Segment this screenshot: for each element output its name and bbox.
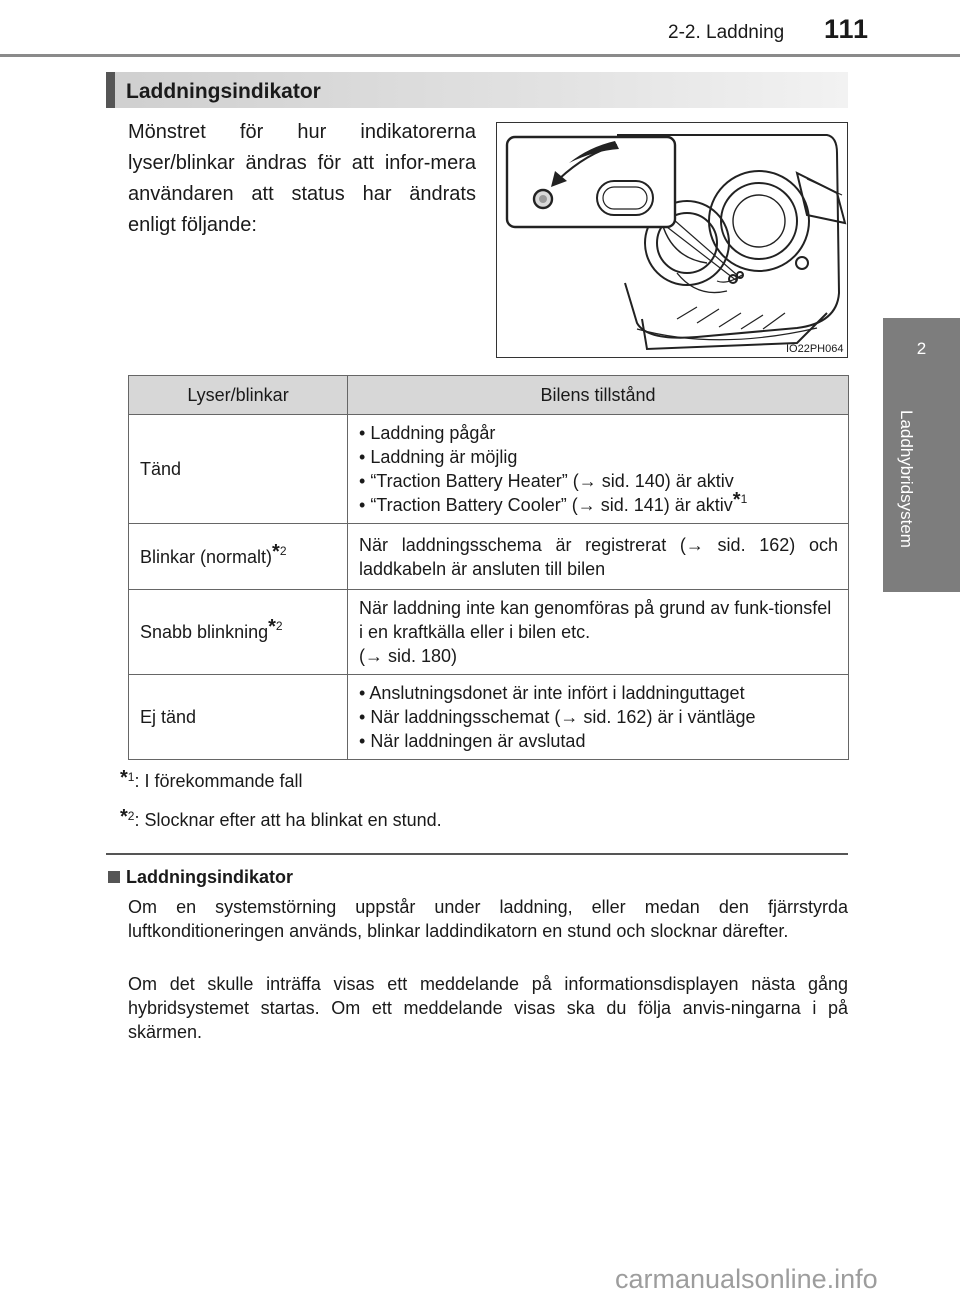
- indicator-state-cell: [129, 590, 348, 675]
- illustration-code: IO22PH064: [786, 343, 844, 355]
- status-bullet: • “Traction Battery Cooler” (→ sid. 141) är aktiv$^{*1}$: [359, 489, 748, 515]
- status-bullet: • Laddning är möjlig: [359, 447, 518, 467]
- indicator-state: Blinkar (normalt): [140, 546, 273, 567]
- table-row: [129, 590, 849, 675]
- indicator-state: Tänd: [140, 459, 182, 479]
- indicator-state-cell: [129, 675, 348, 760]
- footnote-marker: *1: [732, 489, 748, 511]
- intro-paragraph: Mönstret för hur indikatorerna lyser/blinkar ändras för att infor-mera användaren att status har ändrats enligt följande:: [128, 121, 476, 236]
- footnote-marker: *1: [120, 767, 135, 789]
- vehicle-status-cell: [348, 675, 849, 760]
- status-bullet: • “Traction Battery Heater” (→ sid. 140) är aktiv: [359, 471, 734, 491]
- table-header-row: [129, 376, 849, 415]
- section-title: Laddningsindikator: [126, 80, 321, 103]
- subsection-rule: [106, 853, 848, 855]
- charging-port-drawing: [497, 123, 847, 357]
- footnote-marker: *2: [272, 540, 287, 563]
- table-row: [129, 675, 849, 760]
- vehicle-status-cell: [348, 590, 849, 675]
- status-bullet: • När laddningen är avslutad: [359, 731, 586, 751]
- subsection-paragraph: Om det skulle inträffa visas ett meddelande på informationsdisplayen nästa gång hybridsystemet startas. Om ett meddelande visas ska du följa anvis-ningarna i på skärmen.: [128, 974, 848, 1042]
- chapter-label: Laddhybridsystem: [897, 410, 916, 548]
- footnote-1: $^{*1}$: I förekommande fall: [120, 767, 303, 791]
- chapter-tab: [883, 318, 960, 592]
- subsection-paragraph: Om en systemstörning uppstår under laddning, eller medan den fjärrstyrda luftkonditioneringen används, blinkar laddindikatorn en stund och slocknar därefter.: [128, 897, 848, 941]
- indicator-state: Snabb blinkning: [140, 622, 269, 642]
- square-bullet-icon: [108, 871, 120, 883]
- indicator-state-cell: [129, 524, 348, 590]
- page-reference: (→ sid. 180): [359, 646, 458, 666]
- chapter-number: 2: [916, 339, 927, 358]
- vehicle-status-cell: [348, 415, 849, 524]
- status-description: När laddning inte kan genomföras på grund av funk-tionsfel i en kraftkälla eller i bilen etc.: [359, 598, 832, 642]
- footnote-2: $^{*2}$: Slocknar efter att ha blinkat en stund.: [120, 806, 442, 830]
- footnote-marker: *2: [120, 806, 135, 828]
- vehicle-status-cell: När laddningsschema är registrerat (→ sid. 162) och laddkabeln är ansluten till bilen: [348, 524, 849, 590]
- table-row: [129, 524, 849, 590]
- watermark: carmanualsonline.info: [615, 1264, 878, 1294]
- status-bullet: • Laddning pågår: [359, 423, 496, 443]
- charging-port-illustration: [496, 122, 848, 358]
- indicator-state: Ej tänd: [140, 707, 197, 727]
- table-header-cell: Lyser/blinkar: [129, 376, 348, 415]
- table-row: [129, 415, 849, 524]
- table-header-cell: Bilens tillstånd: [348, 376, 849, 415]
- section-title-accent: [106, 72, 115, 108]
- indicator-state-cell: [129, 415, 348, 524]
- header-rule: [0, 54, 960, 57]
- running-header-section: 2-2. Laddning: [668, 22, 785, 43]
- status-bullet: • Anslutningsdonet är inte infört i laddninguttaget: [359, 683, 745, 703]
- subsection-heading: Laddningsindikator: [108, 867, 293, 888]
- status-bullet: • När laddningsschemat (→ sid. 162) är i väntläge: [359, 707, 756, 727]
- indicator-status-table: [128, 375, 849, 760]
- footnote-marker: *2: [268, 616, 283, 638]
- page-number: 111: [824, 14, 870, 44]
